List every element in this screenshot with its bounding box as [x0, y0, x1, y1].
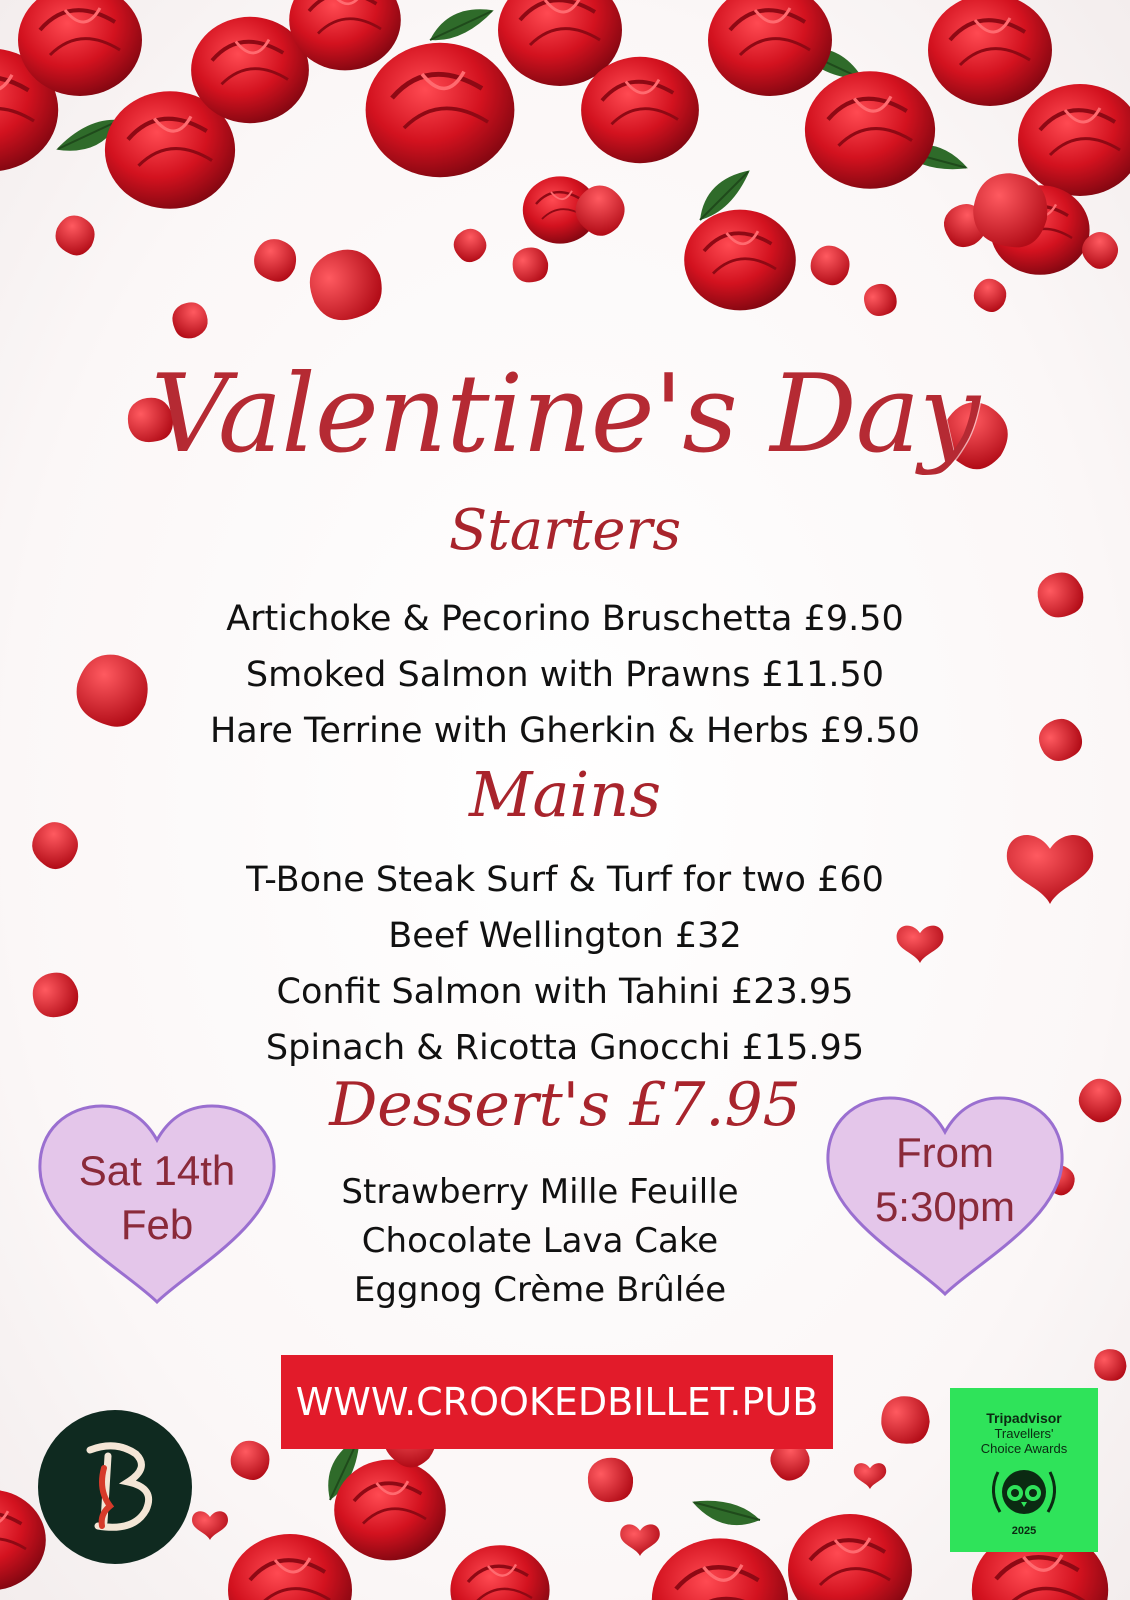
tripadvisor-award-badge [950, 1388, 1098, 1552]
website-link[interactable]: WWW.CROOKEDBILLET.PUB [281, 1355, 833, 1449]
date-heart-badge [32, 1102, 282, 1312]
tripadvisor-year: 2025 [1011, 1525, 1037, 1537]
crooked-billet-logo [38, 1410, 192, 1564]
menu-item: Eggnog Crème Brûlée [353, 1270, 727, 1310]
mains-heading: Mains [468, 758, 662, 831]
tripadvisor-line-2: Choice Awards [980, 1441, 1068, 1456]
tripadvisor-brand: Tripadvisor [986, 1410, 1062, 1426]
time-heart-badge [820, 1094, 1070, 1304]
menu-item: Confit Salmon with Tahini £23.95 [276, 972, 854, 1012]
desserts-heading: Dessert's £7.95 [329, 1070, 801, 1140]
time-text [820, 1126, 1070, 1234]
top-roses [0, 0, 1130, 310]
b-monogram-logo [38, 1410, 192, 1564]
owl-icon [984, 1460, 1064, 1524]
date-line-1: Sat 14th [78, 1147, 236, 1194]
mains-list [0, 852, 1130, 1076]
tripadvisor-line-1: Travellers' [994, 1426, 1054, 1441]
menu-item: Artichoke & Pecorino Bruschetta £9.50 [226, 599, 904, 639]
menu-item: T-Bone Steak Surf & Turf for two £60 [246, 860, 884, 900]
date-line-2: Feb [120, 1201, 194, 1248]
menu-item: Hare Terrine with Gherkin & Herbs £9.50 [209, 711, 921, 751]
starters-heading: Starters [448, 498, 682, 563]
starters-list [0, 591, 1130, 759]
menu-item: Chocolate Lava Cake [361, 1221, 719, 1261]
menu-item: Smoked Salmon with Prawns £11.50 [245, 655, 885, 695]
time-line-1: From [896, 1129, 994, 1176]
menu-item: Beef Wellington £32 [388, 916, 742, 956]
date-text [32, 1144, 282, 1252]
main-title: Valentine's Day [150, 352, 980, 477]
time-line-2: 5:30pm [874, 1183, 1016, 1230]
menu-item: Strawberry Mille Feuille [341, 1172, 739, 1212]
menu-item: Spinach & Ricotta Gnocchi £15.95 [265, 1028, 865, 1068]
